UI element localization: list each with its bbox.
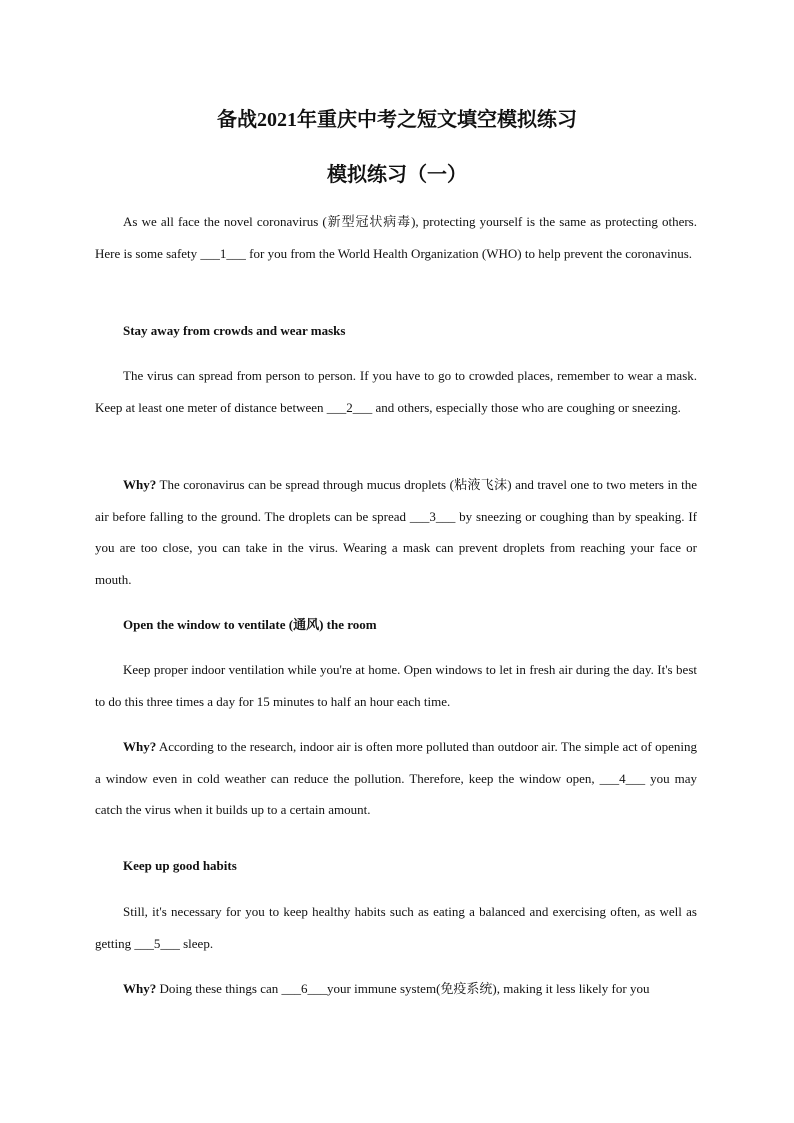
section-body-habits: Still, it's necessary for you to keep healthy habits such as eating a balanced and exercising often, as well as getting ___5___ sleep. — [95, 904, 697, 951]
section-heading-ventilate: Open the window to ventilate (通风) the room — [123, 617, 377, 632]
section-why-crowds — [95, 469, 697, 595]
why-text: According to the research, indoor air is often more polluted than outdoor air. The simple act of opening a window even in cold weather can reduce the pollution. Therefore, keep the window open, ___4___ you may catch the virus when it builds up to a certain amount. — [95, 739, 697, 817]
why-label: Why? — [123, 477, 157, 492]
section-heading-crowds: Stay away from crowds and wear masks — [123, 323, 346, 338]
section-body-ventilate: Keep proper indoor ventilation while you're at home. Open windows to let in fresh air during the day. It's best to do this three times a day for 15 minutes to half an hour each time. — [95, 662, 697, 709]
why-text: The coronavirus can be spread through mucus droplets (粘液飞沫) and travel one to two meters in the air before falling to the ground. The droplets can be spread ___3___ by sneezing or coughing than by speaking. If you are too close, you can take in the virus. Wearing a mask can prevent droplets from reaching your face or mouth. — [95, 477, 697, 587]
why-label: Why? — [123, 981, 157, 996]
document-title: 备战2021年重庆中考之短文填空模拟练习 — [217, 109, 577, 131]
intro-paragraph: As we all face the novel coronavirus (新型冠状病毒), protecting yourself is the same as protecting others. Here is some safety ___1___ for you from the World Health Organization (WHO) to help prevent the coronavinus. — [95, 214, 697, 261]
section-body-crowds: The virus can spread from person to person. If you have to go to crowded places, remember to wear a mask. Keep at least one meter of distance between ___2___ and others, especially those who are coughing or sneezing. — [95, 368, 697, 415]
why-text: Doing these things can ___6___your immune system(免疫系统), making it less likely for you — [156, 981, 650, 996]
why-label: Why? — [123, 739, 157, 754]
document-subtitle: 模拟练习（一） — [327, 164, 467, 186]
section-heading-habits: Keep up good habits — [123, 858, 237, 873]
section-why-habits — [95, 973, 697, 1005]
section-why-ventilate — [95, 731, 697, 826]
